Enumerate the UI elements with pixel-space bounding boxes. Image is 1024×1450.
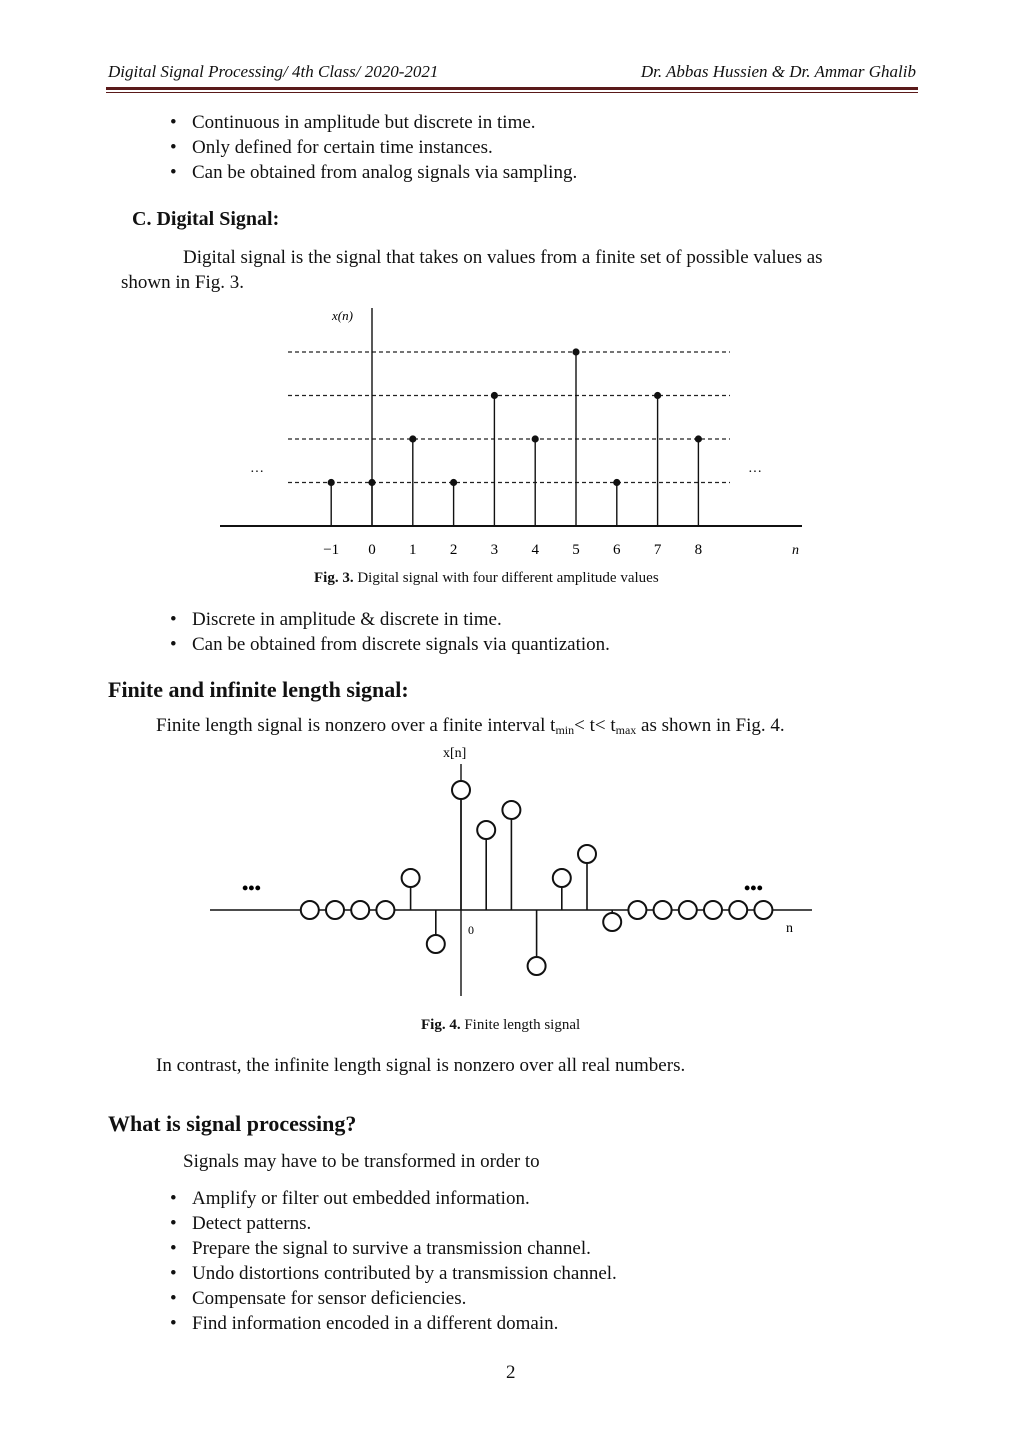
fig3-stem-marker — [532, 435, 539, 442]
fig3-tick-label: 1 — [409, 542, 417, 558]
list-item: • Find information encoded in a different domain. — [166, 1311, 617, 1336]
header-left-text: Digital Signal Processing/ 4th Class/ 2020-2021 — [108, 62, 439, 81]
fig4-zero-marker — [376, 901, 394, 919]
finite-sub-min: min — [555, 723, 575, 737]
contrast-text: In contrast, the infinite length signal is nonzero over all real numbers. — [156, 1055, 686, 1076]
list-item: • Continuous in amplitude but discrete in time. — [166, 110, 577, 135]
fig4-zero-marker — [729, 901, 747, 919]
fig4-stem-marker — [477, 821, 495, 839]
fig4-zero-marker — [628, 901, 646, 919]
list-item: • Can be obtained from discrete signals via quantization. — [166, 632, 610, 657]
list-item: • Compensate for sensor deficiencies. — [166, 1286, 617, 1311]
fig3-stem-marker — [491, 392, 498, 399]
fig4-stem-marker — [603, 913, 621, 931]
fig3-stem-marker — [572, 348, 579, 355]
sp-intro: Signals may have to be transformed in order to — [183, 1151, 540, 1172]
list-item: • Amplify or filter out embedded information. — [166, 1186, 617, 1211]
sp-heading: What is signal processing? — [108, 1111, 357, 1136]
fig4-stem-marker — [452, 781, 470, 799]
fig4-origin-label: 0 — [468, 923, 474, 937]
fig4-chart — [200, 740, 820, 1002]
fig4-y-label: x[n] — [443, 746, 467, 761]
fig4-zero-marker — [679, 901, 697, 919]
fig3-tick-label: 3 — [490, 542, 499, 558]
fig3-stem-marker — [613, 479, 620, 486]
fig4-zero-marker — [654, 901, 672, 919]
fig3-stem-marker — [654, 392, 661, 399]
fig4-caption-text: Finite length signal — [464, 1017, 581, 1033]
fig4-zero-marker — [704, 901, 722, 919]
mid-bullet-list — [166, 607, 610, 657]
fig3-x-label: n — [792, 543, 799, 558]
fig3-chart — [210, 300, 810, 562]
fig3-tick-label: 7 — [653, 542, 662, 558]
list-item: • Undo distortions contributed by a transmission channel. — [166, 1261, 617, 1286]
fig3-tick-label: 6 — [613, 542, 621, 558]
finite-para-a: Finite length signal is nonzero over a finite interval t — [156, 715, 556, 736]
fig4-caption — [421, 1017, 580, 1034]
fig3-ellipsis-left: ··· — [250, 465, 264, 480]
fig3-stem-marker — [328, 479, 335, 486]
fig4-caption-label: Fig. 4. — [421, 1017, 461, 1033]
fig4-zero-marker — [326, 901, 344, 919]
top-bullet-list — [166, 110, 577, 185]
fig3-caption-label: Fig. 3. — [314, 570, 354, 586]
fig4-ellipsis-right: ••• — [744, 878, 763, 898]
section-c-para-line2: shown in Fig. 3. — [121, 272, 244, 293]
fig3-stem-marker — [409, 435, 416, 442]
fig4-ellipsis-left: ••• — [242, 878, 261, 898]
fig3-caption-text: Digital signal with four different amplitude values — [357, 570, 659, 586]
fig4-stem-marker — [502, 801, 520, 819]
list-item: • Prepare the signal to survive a transmission channel. — [166, 1236, 617, 1261]
fig3-stem-marker — [695, 435, 702, 442]
list-item: • Discrete in amplitude & discrete in time. — [166, 607, 610, 632]
fig3-stem-marker — [368, 479, 375, 486]
fig3-stem-marker — [450, 479, 457, 486]
header-rule — [106, 87, 918, 90]
fig3-y-label: x(n) — [332, 308, 353, 323]
fig3-caption — [314, 570, 659, 587]
fig4-stem-marker — [578, 845, 596, 863]
fig4-stem-marker — [528, 957, 546, 975]
finite-heading: Finite and infinite length signal: — [108, 677, 409, 702]
fig3-tick-label: 8 — [694, 542, 703, 558]
finite-para-c: as shown in Fig. 4. — [636, 715, 785, 736]
fig4-zero-marker — [754, 901, 772, 919]
fig4-zero-marker — [301, 901, 319, 919]
section-c-para-line1: Digital signal is the signal that takes on values from a finite set of possible values as — [183, 247, 823, 268]
list-item: • Only defined for certain time instances. — [166, 135, 577, 160]
page-number: 2 — [506, 1362, 516, 1383]
header-rule-thin — [106, 92, 918, 93]
header-right-text: Dr. Abbas Hussien & Dr. Ammar Ghalib — [640, 62, 916, 81]
finite-para-b: < t< t — [574, 715, 616, 736]
fig3-tick-label: 4 — [531, 542, 539, 558]
section-c-heading: C. Digital Signal: — [132, 208, 280, 230]
fig4-x-label: n — [786, 921, 793, 936]
fig3-tick-label: 0 — [368, 542, 376, 558]
fig3-ellipsis-right: ··· — [748, 465, 762, 480]
list-item: • Can be obtained from analog signals via sampling. — [166, 160, 577, 185]
sp-bullet-list — [166, 1186, 617, 1336]
fig4-stem-marker — [553, 869, 571, 887]
finite-para — [156, 713, 785, 743]
fig3-tick-label: 2 — [449, 542, 458, 558]
fig3-tick-label: −1 — [323, 542, 340, 558]
list-item: • Detect patterns. — [166, 1211, 617, 1236]
fig3-tick-label: 5 — [572, 542, 580, 558]
fig4-stem-marker — [427, 935, 445, 953]
fig4-zero-marker — [351, 901, 369, 919]
finite-sub-max: max — [615, 723, 637, 737]
fig4-stem-marker — [402, 869, 420, 887]
